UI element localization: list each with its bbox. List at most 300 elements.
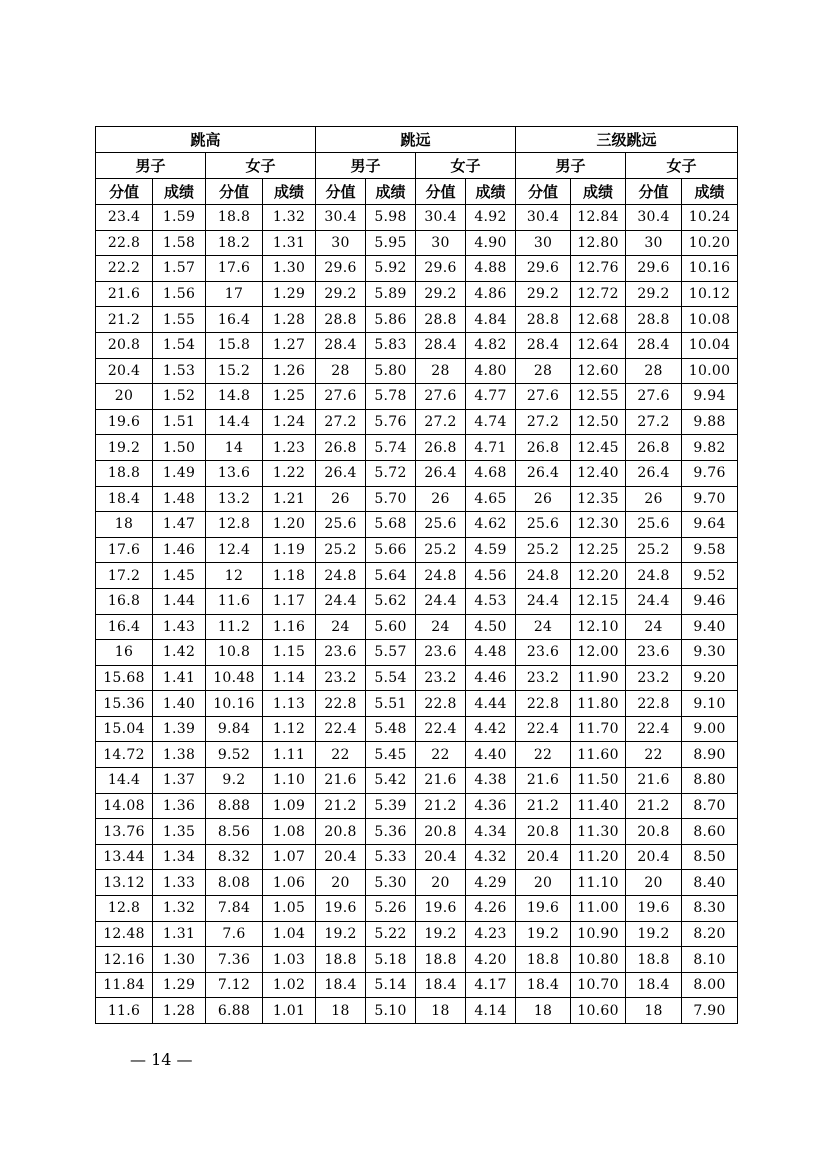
score-cell: 18.8 [416, 947, 466, 973]
result-cell: 1.01 [263, 998, 316, 1024]
score-cell: 22 [416, 742, 466, 768]
event-header-high-jump: 跳高 [96, 127, 316, 153]
result-cell: 4.82 [466, 332, 516, 358]
table-row [96, 870, 738, 896]
gender-header-male: 男子 [516, 153, 626, 179]
result-cell: 4.65 [466, 486, 516, 512]
result-cell: 1.20 [263, 512, 316, 538]
score-cell: 24 [626, 614, 682, 640]
result-cell: 10.04 [682, 332, 738, 358]
score-cell: 26 [626, 486, 682, 512]
score-cell: 19.6 [516, 896, 571, 922]
score-cell: 22.4 [626, 716, 682, 742]
score-cell: 24.8 [516, 563, 571, 589]
table-row [96, 947, 738, 973]
score-cell: 24.4 [416, 588, 466, 614]
result-cell: 1.09 [263, 793, 316, 819]
score-cell: 22.4 [316, 716, 366, 742]
result-cell: 8.10 [682, 947, 738, 973]
column-header-score: 分值 [96, 179, 153, 205]
result-cell: 9.64 [682, 512, 738, 538]
result-cell: 5.57 [366, 640, 416, 666]
result-cell: 4.29 [466, 870, 516, 896]
result-cell: 1.41 [153, 665, 206, 691]
score-cell: 21.6 [416, 768, 466, 794]
result-cell: 5.98 [366, 205, 416, 231]
result-cell: 5.26 [366, 896, 416, 922]
table-row [96, 205, 738, 231]
result-cell: 11.30 [571, 819, 626, 845]
table-row [96, 332, 738, 358]
result-cell: 1.17 [263, 588, 316, 614]
result-cell: 1.08 [263, 819, 316, 845]
column-header-score: 分值 [626, 179, 682, 205]
score-cell: 30.4 [416, 205, 466, 231]
table-row [96, 384, 738, 410]
result-cell: 1.30 [263, 256, 316, 282]
score-cell: 23.4 [96, 205, 153, 231]
result-cell: 5.45 [366, 742, 416, 768]
score-cell: 24 [416, 614, 466, 640]
result-cell: 12.40 [571, 460, 626, 486]
table-row [96, 665, 738, 691]
result-cell: 1.28 [153, 998, 206, 1024]
score-cell: 20.4 [626, 844, 682, 870]
score-cell: 18 [626, 998, 682, 1024]
result-cell: 1.27 [263, 332, 316, 358]
result-cell: 11.60 [571, 742, 626, 768]
result-cell: 12.50 [571, 409, 626, 435]
result-cell: 12.64 [571, 332, 626, 358]
score-cell: 28.8 [416, 307, 466, 333]
score-cell: 8.88 [206, 793, 263, 819]
score-cell: 29.2 [316, 281, 366, 307]
result-cell: 5.80 [366, 358, 416, 384]
table-row [96, 716, 738, 742]
score-cell: 30.4 [626, 205, 682, 231]
result-cell: 12.72 [571, 281, 626, 307]
result-cell: 5.86 [366, 307, 416, 333]
result-cell: 9.70 [682, 486, 738, 512]
result-cell: 1.56 [153, 281, 206, 307]
result-cell: 1.50 [153, 435, 206, 461]
score-cell: 29.6 [316, 256, 366, 282]
result-cell: 4.48 [466, 640, 516, 666]
result-cell: 5.30 [366, 870, 416, 896]
result-cell: 8.60 [682, 819, 738, 845]
score-cell: 27.6 [416, 384, 466, 410]
score-cell: 19.6 [626, 896, 682, 922]
result-cell: 11.10 [571, 870, 626, 896]
result-cell: 12.60 [571, 358, 626, 384]
result-cell: 11.40 [571, 793, 626, 819]
table-row [96, 896, 738, 922]
result-cell: 1.31 [263, 230, 316, 256]
result-cell: 1.46 [153, 537, 206, 563]
result-cell: 9.00 [682, 716, 738, 742]
result-cell: 9.46 [682, 588, 738, 614]
score-cell: 30.4 [516, 205, 571, 231]
result-cell: 1.29 [153, 972, 206, 998]
score-cell: 30 [516, 230, 571, 256]
result-cell: 4.36 [466, 793, 516, 819]
result-cell: 7.90 [682, 998, 738, 1024]
result-cell: 1.53 [153, 358, 206, 384]
result-cell: 5.92 [366, 256, 416, 282]
score-cell: 20 [316, 870, 366, 896]
result-cell: 5.18 [366, 947, 416, 973]
score-cell: 25.6 [626, 512, 682, 538]
score-cell: 20.4 [316, 844, 366, 870]
result-cell: 4.74 [466, 409, 516, 435]
column-header-result: 成绩 [153, 179, 206, 205]
result-cell: 12.25 [571, 537, 626, 563]
score-cell: 27.2 [316, 409, 366, 435]
result-cell: 1.23 [263, 435, 316, 461]
score-cell: 19.6 [416, 896, 466, 922]
score-cell: 26.8 [416, 435, 466, 461]
score-cell: 25.2 [626, 537, 682, 563]
result-cell: 8.40 [682, 870, 738, 896]
score-cell: 22.4 [416, 716, 466, 742]
result-cell: 1.54 [153, 332, 206, 358]
score-cell: 28.4 [626, 332, 682, 358]
score-cell: 9.52 [206, 742, 263, 768]
result-cell: 1.32 [153, 896, 206, 922]
score-cell: 8.56 [206, 819, 263, 845]
result-cell: 4.92 [466, 205, 516, 231]
score-cell: 14 [206, 435, 263, 461]
score-cell: 15.8 [206, 332, 263, 358]
table-row [96, 614, 738, 640]
score-cell: 20 [416, 870, 466, 896]
score-cell: 26.4 [416, 460, 466, 486]
score-cell: 26 [316, 486, 366, 512]
score-cell: 15.36 [96, 691, 153, 717]
score-cell: 29.2 [516, 281, 571, 307]
result-cell: 1.05 [263, 896, 316, 922]
score-cell: 25.2 [316, 537, 366, 563]
score-cell: 18.4 [516, 972, 571, 998]
result-cell: 1.22 [263, 460, 316, 486]
result-cell: 1.26 [263, 358, 316, 384]
result-cell: 5.83 [366, 332, 416, 358]
result-cell: 5.14 [366, 972, 416, 998]
score-cell: 29.6 [416, 256, 466, 282]
score-cell: 23.6 [416, 640, 466, 666]
score-cell: 8.08 [206, 870, 263, 896]
score-cell: 26.8 [316, 435, 366, 461]
score-cell: 28.4 [416, 332, 466, 358]
result-cell: 9.40 [682, 614, 738, 640]
score-cell: 18.4 [96, 486, 153, 512]
score-cell: 28 [416, 358, 466, 384]
score-cell: 25.2 [416, 537, 466, 563]
score-cell: 21.6 [626, 768, 682, 794]
table-row [96, 972, 738, 998]
score-cell: 22 [316, 742, 366, 768]
score-cell: 7.84 [206, 896, 263, 922]
result-cell: 11.00 [571, 896, 626, 922]
result-cell: 8.30 [682, 896, 738, 922]
result-cell: 12.68 [571, 307, 626, 333]
score-cell: 21.2 [516, 793, 571, 819]
score-cell: 22.8 [626, 691, 682, 717]
score-cell: 12.4 [206, 537, 263, 563]
score-cell: 10.8 [206, 640, 263, 666]
result-cell: 1.34 [153, 844, 206, 870]
result-cell: 4.84 [466, 307, 516, 333]
score-cell: 11.2 [206, 614, 263, 640]
result-cell: 4.56 [466, 563, 516, 589]
score-cell: 17.6 [96, 537, 153, 563]
result-cell: 10.00 [682, 358, 738, 384]
result-cell: 9.10 [682, 691, 738, 717]
result-cell: 5.39 [366, 793, 416, 819]
result-cell: 11.90 [571, 665, 626, 691]
score-cell: 21.6 [96, 281, 153, 307]
score-cell: 26.4 [626, 460, 682, 486]
score-cell: 12.48 [96, 921, 153, 947]
result-cell: 4.50 [466, 614, 516, 640]
score-cell: 11.6 [96, 998, 153, 1024]
result-cell: 8.50 [682, 844, 738, 870]
score-cell: 21.2 [416, 793, 466, 819]
score-cell: 18.8 [626, 947, 682, 973]
score-cell: 25.2 [516, 537, 571, 563]
score-cell: 8.32 [206, 844, 263, 870]
score-cell: 22.8 [96, 230, 153, 256]
result-cell: 9.52 [682, 563, 738, 589]
score-cell: 20.8 [416, 819, 466, 845]
score-cell: 20.4 [416, 844, 466, 870]
result-cell: 1.30 [153, 947, 206, 973]
result-cell: 9.20 [682, 665, 738, 691]
score-cell: 20.8 [626, 819, 682, 845]
score-cell: 30 [316, 230, 366, 256]
column-header-result: 成绩 [263, 179, 316, 205]
score-cell: 28.4 [516, 332, 571, 358]
result-cell: 1.32 [263, 205, 316, 231]
result-cell: 1.49 [153, 460, 206, 486]
score-cell: 17 [206, 281, 263, 307]
score-cell: 14.4 [96, 768, 153, 794]
result-cell: 1.21 [263, 486, 316, 512]
result-cell: 1.19 [263, 537, 316, 563]
result-cell: 1.10 [263, 768, 316, 794]
result-cell: 4.34 [466, 819, 516, 845]
score-cell: 15.2 [206, 358, 263, 384]
score-cell: 23.2 [626, 665, 682, 691]
score-cell: 27.6 [516, 384, 571, 410]
table-row [96, 486, 738, 512]
score-cell: 26 [516, 486, 571, 512]
result-cell: 1.11 [263, 742, 316, 768]
result-cell: 10.24 [682, 205, 738, 231]
score-cell: 21.6 [516, 768, 571, 794]
result-cell: 4.77 [466, 384, 516, 410]
result-cell: 4.42 [466, 716, 516, 742]
score-cell: 10.48 [206, 665, 263, 691]
result-cell: 5.95 [366, 230, 416, 256]
gender-header-row [96, 153, 738, 179]
table-row [96, 435, 738, 461]
table-row [96, 281, 738, 307]
score-cell: 23.6 [316, 640, 366, 666]
result-cell: 8.00 [682, 972, 738, 998]
score-cell: 20.4 [96, 358, 153, 384]
score-cell: 7.12 [206, 972, 263, 998]
score-cell: 27.2 [416, 409, 466, 435]
table-body [96, 205, 738, 1024]
event-header-long-jump: 跳远 [316, 127, 516, 153]
score-cell: 20.8 [316, 819, 366, 845]
score-cell: 14.72 [96, 742, 153, 768]
gender-header-male: 男子 [96, 153, 206, 179]
score-cell: 22 [516, 742, 571, 768]
result-cell: 4.86 [466, 281, 516, 307]
result-cell: 1.55 [153, 307, 206, 333]
result-cell: 4.80 [466, 358, 516, 384]
result-cell: 1.58 [153, 230, 206, 256]
result-cell: 5.76 [366, 409, 416, 435]
result-cell: 10.20 [682, 230, 738, 256]
score-cell: 22.2 [96, 256, 153, 282]
result-cell: 1.07 [263, 844, 316, 870]
score-cell: 25.6 [316, 512, 366, 538]
score-cell: 20.4 [516, 844, 571, 870]
score-table [95, 126, 738, 1024]
table-row [96, 563, 738, 589]
score-cell: 13.12 [96, 870, 153, 896]
table-row [96, 768, 738, 794]
result-cell: 4.71 [466, 435, 516, 461]
result-cell: 1.51 [153, 409, 206, 435]
score-cell: 16.4 [96, 614, 153, 640]
result-cell: 5.62 [366, 588, 416, 614]
result-cell: 9.94 [682, 384, 738, 410]
result-cell: 4.17 [466, 972, 516, 998]
score-cell: 9.2 [206, 768, 263, 794]
table-row [96, 230, 738, 256]
result-cell: 4.40 [466, 742, 516, 768]
table-row [96, 921, 738, 947]
page-number: — 14 — [130, 1050, 193, 1069]
column-header-result: 成绩 [466, 179, 516, 205]
event-header-row [96, 127, 738, 153]
score-cell: 19.6 [96, 409, 153, 435]
result-cell: 1.03 [263, 947, 316, 973]
result-cell: 4.59 [466, 537, 516, 563]
score-cell: 30 [416, 230, 466, 256]
score-cell: 16.8 [96, 588, 153, 614]
score-cell: 22 [626, 742, 682, 768]
score-cell: 15.68 [96, 665, 153, 691]
score-cell: 17.2 [96, 563, 153, 589]
score-cell: 18 [316, 998, 366, 1024]
score-cell: 29.6 [516, 256, 571, 282]
result-cell: 4.88 [466, 256, 516, 282]
score-cell: 22.4 [516, 716, 571, 742]
result-cell: 1.02 [263, 972, 316, 998]
result-cell: 8.70 [682, 793, 738, 819]
result-cell: 1.44 [153, 588, 206, 614]
table-row [96, 460, 738, 486]
result-cell: 1.42 [153, 640, 206, 666]
score-cell: 18.8 [316, 947, 366, 973]
gender-header-female: 女子 [416, 153, 516, 179]
score-cell: 20 [516, 870, 571, 896]
result-cell: 10.80 [571, 947, 626, 973]
result-cell: 12.20 [571, 563, 626, 589]
score-cell: 23.2 [516, 665, 571, 691]
result-cell: 1.36 [153, 793, 206, 819]
result-cell: 5.36 [366, 819, 416, 845]
score-cell: 22.8 [316, 691, 366, 717]
score-cell: 26.4 [316, 460, 366, 486]
score-cell: 22.8 [416, 691, 466, 717]
result-cell: 12.45 [571, 435, 626, 461]
result-cell: 1.33 [153, 870, 206, 896]
score-cell: 18 [416, 998, 466, 1024]
gender-header-female: 女子 [626, 153, 738, 179]
score-cell: 19.2 [516, 921, 571, 947]
result-cell: 1.14 [263, 665, 316, 691]
score-cell: 28 [626, 358, 682, 384]
score-cell: 27.6 [316, 384, 366, 410]
result-cell: 10.70 [571, 972, 626, 998]
result-cell: 5.48 [366, 716, 416, 742]
result-cell: 12.35 [571, 486, 626, 512]
score-cell: 12.16 [96, 947, 153, 973]
score-cell: 26.8 [626, 435, 682, 461]
score-cell: 14.8 [206, 384, 263, 410]
result-cell: 1.52 [153, 384, 206, 410]
result-cell: 5.74 [366, 435, 416, 461]
result-cell: 5.78 [366, 384, 416, 410]
result-cell: 9.88 [682, 409, 738, 435]
result-cell: 12.15 [571, 588, 626, 614]
result-cell: 4.20 [466, 947, 516, 973]
score-cell: 22.8 [516, 691, 571, 717]
result-cell: 4.90 [466, 230, 516, 256]
result-cell: 1.31 [153, 921, 206, 947]
score-cell: 24.4 [626, 588, 682, 614]
result-cell: 5.42 [366, 768, 416, 794]
score-cell: 15.04 [96, 716, 153, 742]
score-cell: 11.84 [96, 972, 153, 998]
column-header-score: 分值 [516, 179, 571, 205]
result-cell: 9.58 [682, 537, 738, 563]
result-cell: 4.62 [466, 512, 516, 538]
result-cell: 12.30 [571, 512, 626, 538]
result-cell: 5.89 [366, 281, 416, 307]
score-cell: 28 [516, 358, 571, 384]
score-cell: 19.2 [626, 921, 682, 947]
score-cell: 13.2 [206, 486, 263, 512]
result-cell: 4.68 [466, 460, 516, 486]
table-row [96, 588, 738, 614]
result-cell: 1.04 [263, 921, 316, 947]
result-cell: 9.30 [682, 640, 738, 666]
score-cell: 28 [316, 358, 366, 384]
score-cell: 18.4 [626, 972, 682, 998]
result-cell: 12.76 [571, 256, 626, 282]
score-cell: 6.88 [206, 998, 263, 1024]
column-header-result: 成绩 [682, 179, 738, 205]
result-cell: 5.33 [366, 844, 416, 870]
result-cell: 1.06 [263, 870, 316, 896]
